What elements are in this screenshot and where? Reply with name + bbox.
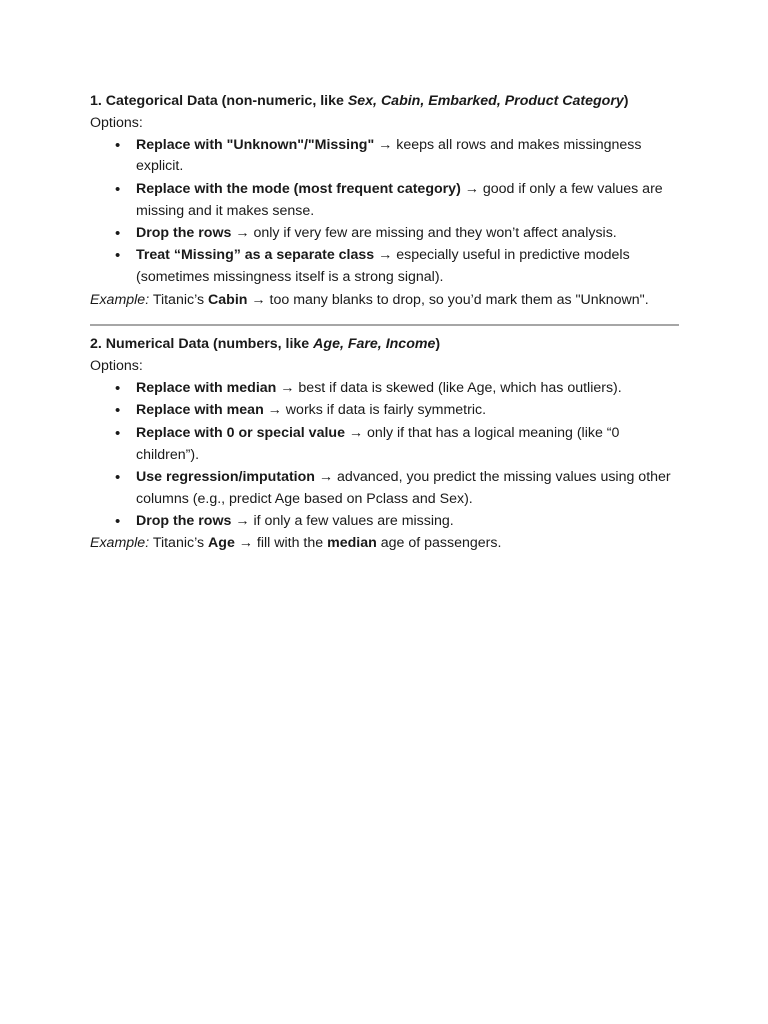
- example-text: Titanic’s: [149, 291, 209, 308]
- option-name: Drop the rows: [136, 513, 232, 530]
- categorical-options-list: [90, 135, 680, 289]
- list-item: [136, 378, 680, 400]
- option-description: → advanced, you predict the missing values using other columns (e.g., predict Age based on Pclass and Sex).: [136, 468, 671, 507]
- heading-text: 1. Categorical Data (non-numeric, like: [90, 93, 348, 109]
- option-description: → only if that has a logical meaning (like “0 children”).: [136, 424, 620, 463]
- option-description: → only if very few are missing and they won’t affect analysis.: [231, 224, 617, 241]
- option-description: → works if data is fairly symmetric.: [263, 402, 487, 419]
- heading-text: 2. Numerical Data (numbers, like: [90, 336, 314, 353]
- option-name: Replace with the mode (most frequent category): [136, 180, 461, 197]
- list-item: [136, 511, 680, 533]
- option-name: Treat “Missing” as a separate class: [136, 247, 375, 264]
- list-item: [136, 135, 680, 179]
- option-name: Replace with "Unknown"/"Missing": [136, 136, 375, 153]
- option-description: → best if data is skewed (like Age, which has outliers).: [276, 379, 622, 396]
- example-text: Titanic’s: [149, 535, 209, 552]
- heading-examples: Age, Fare, Income: [313, 336, 436, 353]
- section-divider: [90, 324, 679, 326]
- option-description: → especially useful in predictive models (sometimes missingness itself is a strong signal).: [136, 247, 630, 286]
- option-name: Replace with median: [136, 379, 277, 396]
- option-name: Use regression/imputation: [136, 468, 315, 485]
- heading-close: ): [623, 93, 629, 109]
- section-heading-categorical: [90, 91, 680, 113]
- example-text: → fill with the: [234, 535, 328, 552]
- option-name: Drop the rows: [136, 224, 232, 241]
- document-body: [90, 91, 680, 555]
- example-text: → too many blanks to drop, so you’d mark them as "Unknown".: [247, 291, 649, 308]
- example-text: age of passengers.: [376, 535, 502, 552]
- options-label: Options:: [90, 358, 143, 375]
- option-description: → good if only a few values are missing and it makes sense.: [136, 180, 663, 219]
- example-highlight: Cabin: [208, 291, 248, 308]
- example-highlight: Age: [208, 535, 235, 552]
- option-name: Replace with 0 or special value: [136, 424, 345, 441]
- example-label: Example:: [90, 291, 150, 308]
- example-highlight: median: [327, 535, 377, 552]
- list-item: [136, 223, 680, 245]
- example-numerical: [90, 533, 680, 555]
- list-item: [136, 245, 680, 289]
- options-label: Options:: [90, 114, 143, 131]
- list-item: [136, 400, 680, 422]
- example-label: Example:: [90, 535, 150, 552]
- heading-close: ): [435, 336, 441, 353]
- numerical-options-list: [90, 378, 680, 533]
- option-description: → if only a few values are missing.: [231, 513, 454, 530]
- list-item: [136, 179, 680, 223]
- heading-examples: Sex, Cabin, Embarked, Product Category: [347, 93, 624, 109]
- example-categorical: [90, 290, 680, 312]
- list-item: [136, 467, 680, 511]
- list-item: [136, 423, 680, 467]
- option-name: Replace with mean: [136, 402, 264, 419]
- section-heading-numerical: [90, 334, 680, 356]
- option-description: → keeps all rows and makes missingness explicit.: [136, 136, 642, 175]
